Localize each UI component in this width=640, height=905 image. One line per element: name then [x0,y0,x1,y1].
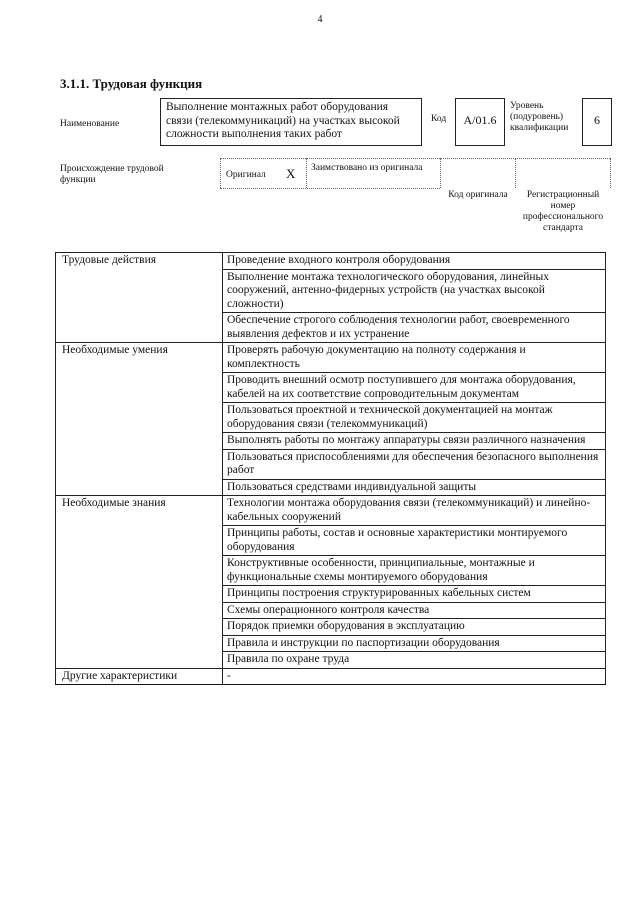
level-box: 6 [582,98,612,146]
borrowed-label: Заимствовано из оригинала [311,163,423,173]
section-title: 3.1.1. Трудовая функция [60,76,203,91]
category-cell: Необходимые знания [56,496,223,669]
item-cell: Выполнение монтажа технологического оборудования, линейных сооружений, антенно-фидерных устройств (на участках высокой сложности) [223,269,606,313]
table-row [56,343,606,373]
function-name-box: Выполнение монтажных работ оборудования связи (телекоммуникаций) на участках высокой сложности выполнения таких работ [160,98,422,146]
item-cell: Правила по охране труда [223,652,606,669]
origin-grid-left [220,158,221,188]
item-cell: Проведение входного контроля оборудования [223,253,606,270]
item-cell: Пользоваться приспособлениями для обеспечения безопасного выполнения работ [223,449,606,479]
origin-grid-divider-2 [440,158,441,188]
origin-grid-top [220,158,610,159]
origin-label: Происхождение трудовой функции [60,164,164,185]
origin-grid-divider [306,158,307,188]
category-cell: Трудовые действия [56,253,223,343]
table-row [56,496,606,526]
item-cell: Проверять рабочую документацию на полноту содержания и комплектность [223,343,606,373]
item-cell: Схемы операционного контроля качества [223,602,606,619]
original-label: Оригинал [226,170,266,180]
origin-grid-bottom [220,188,440,189]
origin-grid-right [610,158,611,188]
item-cell: Технологии монтажа оборудования связи (телекоммуникаций) и линейно-кабельных сооружений [223,496,606,526]
table-row [56,253,606,270]
category-cell: Другие характеристики [56,668,223,685]
original-mark: X [286,166,296,181]
item-cell: Порядок приемки оборудования в эксплуатацию [223,619,606,636]
code-box: A/01.6 [455,98,505,146]
item-cell: Принципы работы, состав и основные характеристики монтируемого оборудования [223,526,606,556]
item-cell: Конструктивные особенности, принципиальные, монтажные и функциональные схемы монтируемого оборудования [223,556,606,586]
item-cell: - [223,668,606,685]
reg-number-caption: Регистрационный номер профессионального стандарта [522,190,604,233]
original-code-caption: Код оригинала [448,190,508,200]
origin-grid-divider-3 [515,158,516,188]
table-row [56,668,606,685]
code-label: Код [431,114,447,124]
level-label: Уровень (подуровень) квалификации [510,101,569,133]
item-cell: Принципы построения структурированных кабельных систем [223,586,606,603]
competency-table [55,252,606,685]
item-cell: Правила и инструкции по паспортизации оборудования [223,635,606,652]
name-label: Наименование [60,119,120,129]
item-cell: Проводить внешний осмотр поступившего для монтажа оборудования, кабелей на их соответствие сопроводительным документам [223,373,606,403]
item-cell: Выполнять работы по монтажу аппаратуры связи различного назначения [223,433,606,450]
page-number: 4 [317,14,323,25]
item-cell: Обеспечение строгого соблюдения технологии работ, своевременного выявления дефектов и их устранение [223,313,606,343]
item-cell: Пользоваться проектной и технической документацией на монтаж оборудования связи (телекоммуникаций) [223,403,606,433]
category-cell: Необходимые умения [56,343,223,496]
item-cell: Пользоваться средствами индивидуальной защиты [223,479,606,496]
